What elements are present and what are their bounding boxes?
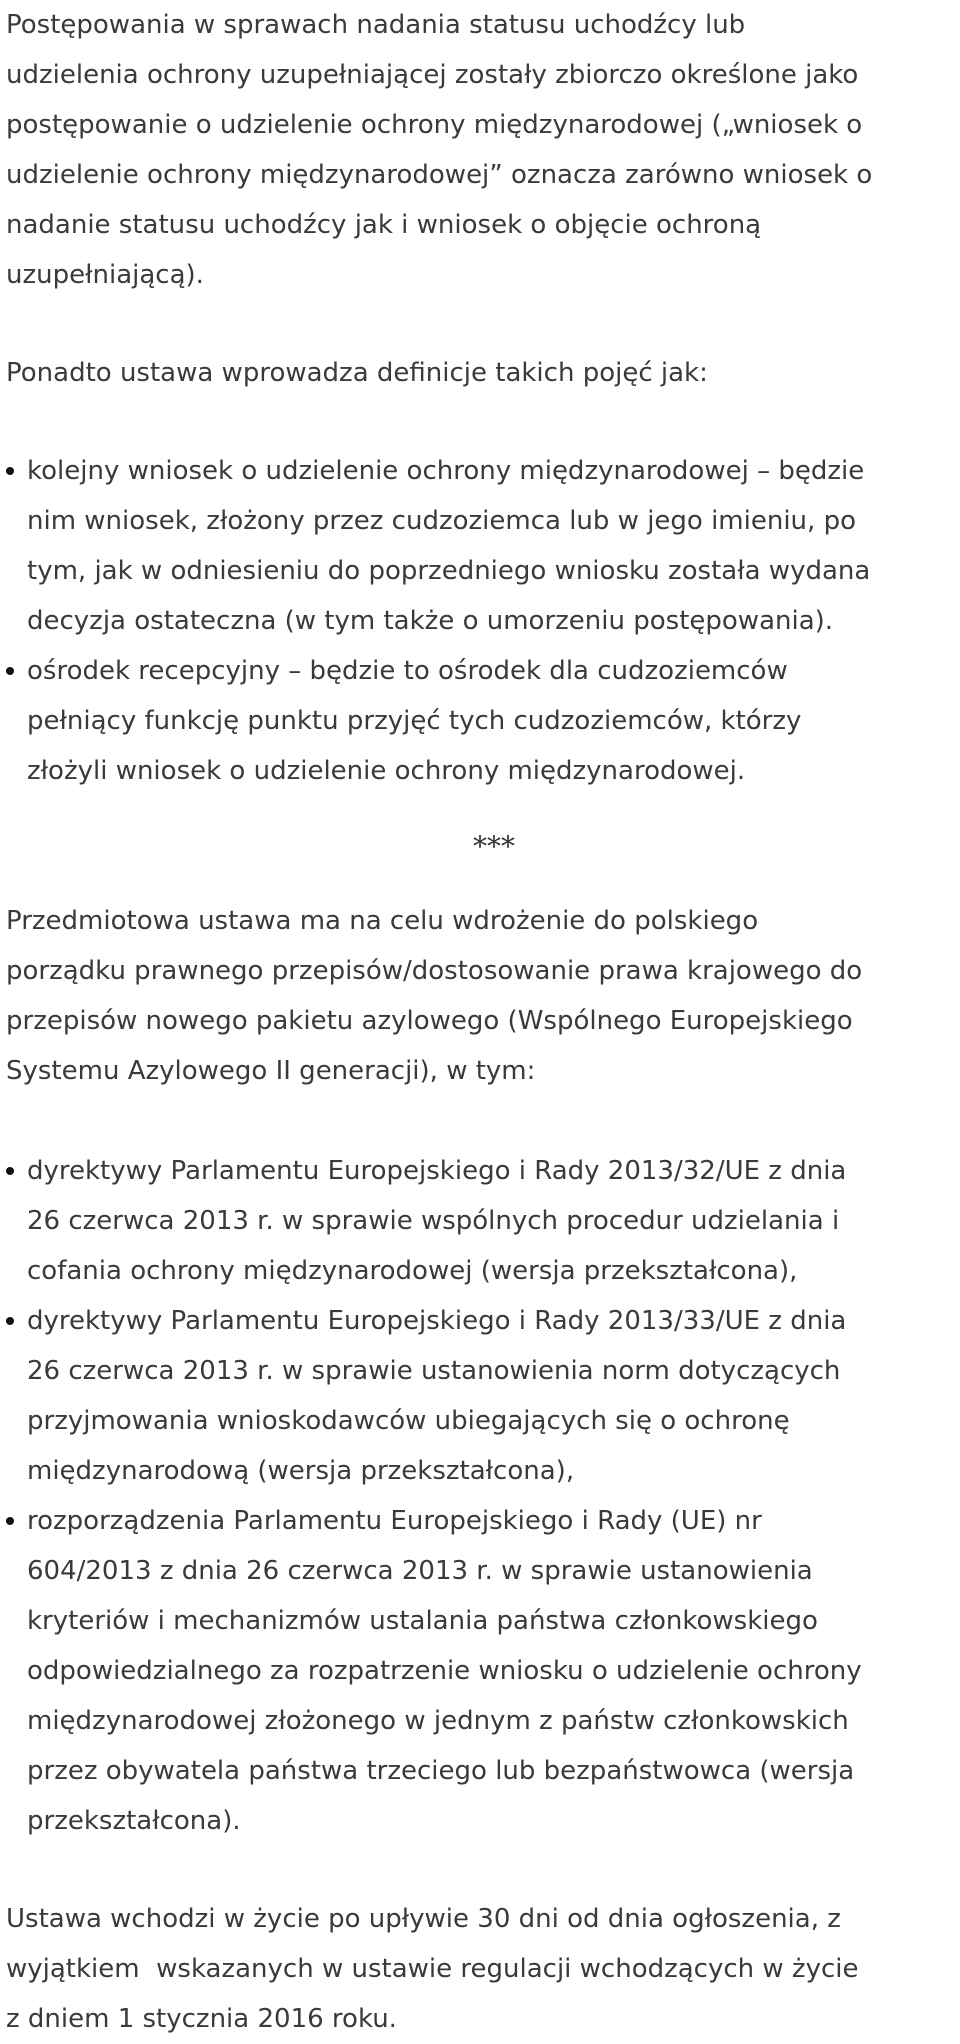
document-page	[6, 0, 956, 2044]
text-line: nadanie statusu uchodźcy jak i wniosek o objęcie ochroną	[6, 210, 762, 240]
list-item	[6, 1146, 956, 1296]
text-line: nim wniosek, złożony przez cudzoziemca lub w jego imieniu, po	[27, 506, 856, 536]
text-line: odpowiedzialnego za rozpatrzenie wniosku o udzielenie ochrony	[27, 1656, 862, 1686]
definitions-lead: Ponadto ustawa wprowadza definicje takich pojęć jak:	[6, 358, 708, 388]
list-item	[6, 1496, 956, 1846]
section-separator: ***	[473, 830, 515, 863]
bullet-icon	[6, 1517, 14, 1525]
text-line: cofania ochrony międzynarodowej (wersja przekształcona),	[27, 1256, 798, 1286]
text-line: przepisów nowego pakietu azylowego (Wspólnego Europejskiego	[6, 1006, 853, 1036]
list-item	[6, 446, 956, 646]
text-line: Przedmiotowa ustawa ma na celu wdrożenie do polskiego	[6, 906, 759, 936]
text-line: z dniem 1 stycznia 2016 roku.	[6, 2004, 397, 2034]
text-line: tym, jak w odniesieniu do poprzedniego wniosku została wydana	[27, 556, 871, 586]
text-line: udzielenia ochrony uzupełniającej zostały zbiorczo określone jako	[6, 60, 859, 90]
text-line: 26 czerwca 2013 r. w sprawie wspólnych procedur udzielania i	[27, 1206, 840, 1236]
legal-acts-list	[6, 1146, 956, 1846]
text-line: kolejny wniosek o udzielenie ochrony międzynarodowej – będzie	[27, 456, 865, 486]
text-line: kryteriów i mechanizmów ustalania państwa członkowskiego	[27, 1606, 818, 1636]
text-line: przyjmowania wnioskodawców ubiegających się o ochronę	[27, 1406, 790, 1436]
text-line: 26 czerwca 2013 r. w sprawie ustanowienia norm dotyczących	[27, 1356, 841, 1386]
text-line: 604/2013 z dnia 26 czerwca 2013 r. w sprawie ustanowienia	[27, 1556, 813, 1586]
text-line: pełniący funkcję punktu przyjęć tych cudzoziemców, którzy	[27, 706, 802, 736]
text-line: decyzja ostateczna (w tym także o umorzeniu postępowania).	[27, 606, 834, 636]
text-line: porządku prawnego przepisów/dostosowanie prawa krajowego do	[6, 956, 863, 986]
definitions-list	[6, 446, 956, 796]
text-line: dyrektywy Parlamentu Europejskiego i Rady 2013/33/UE z dnia	[27, 1306, 847, 1336]
intro-paragraph	[6, 0, 956, 300]
text-line: przekształcona).	[27, 1806, 241, 1836]
outro-paragraph	[6, 1894, 956, 2044]
bullet-icon	[6, 1167, 14, 1175]
list-item	[6, 1296, 956, 1496]
text-line: wyjątkiem wskazanych w ustawie regulacji wchodzących w życie	[6, 1954, 859, 1984]
text-line: Postępowania w sprawach nadania statusu uchodźcy lub	[6, 10, 746, 40]
text-line: ośrodek recepcyjny – będzie to ośrodek dla cudzoziemców	[27, 656, 788, 686]
text-line: Ustawa wchodzi w życie po upływie 30 dni od dnia ogłoszenia, z	[6, 1904, 841, 1934]
goal-paragraph	[6, 896, 956, 1096]
text-line: rozporządzenia Parlamentu Europejskiego i Rady (UE) nr	[27, 1506, 762, 1536]
text-line: postępowanie o udzielenie ochrony międzynarodowej („wniosek o	[6, 110, 863, 140]
text-line: przez obywatela państwa trzeciego lub bezpaństwowca (wersja	[27, 1756, 855, 1786]
text-line: Systemu Azylowego II generacji), w tym:	[6, 1056, 536, 1086]
text-line: międzynarodową (wersja przekształcona),	[27, 1456, 575, 1486]
text-line: dyrektywy Parlamentu Europejskiego i Rady 2013/32/UE z dnia	[27, 1156, 847, 1186]
text-line: uzupełniającą).	[6, 260, 204, 290]
text-line: międzynarodowej złożonego w jednym z państw członkowskich	[27, 1706, 849, 1736]
bullet-icon	[6, 667, 14, 675]
text-line: złożyli wniosek o udzielenie ochrony międzynarodowej.	[27, 756, 746, 786]
bullet-icon	[6, 467, 14, 475]
bullet-icon	[6, 1317, 14, 1325]
text-line: udzielenie ochrony międzynarodowej” oznacza zarówno wniosek o	[6, 160, 873, 190]
list-item	[6, 646, 956, 796]
